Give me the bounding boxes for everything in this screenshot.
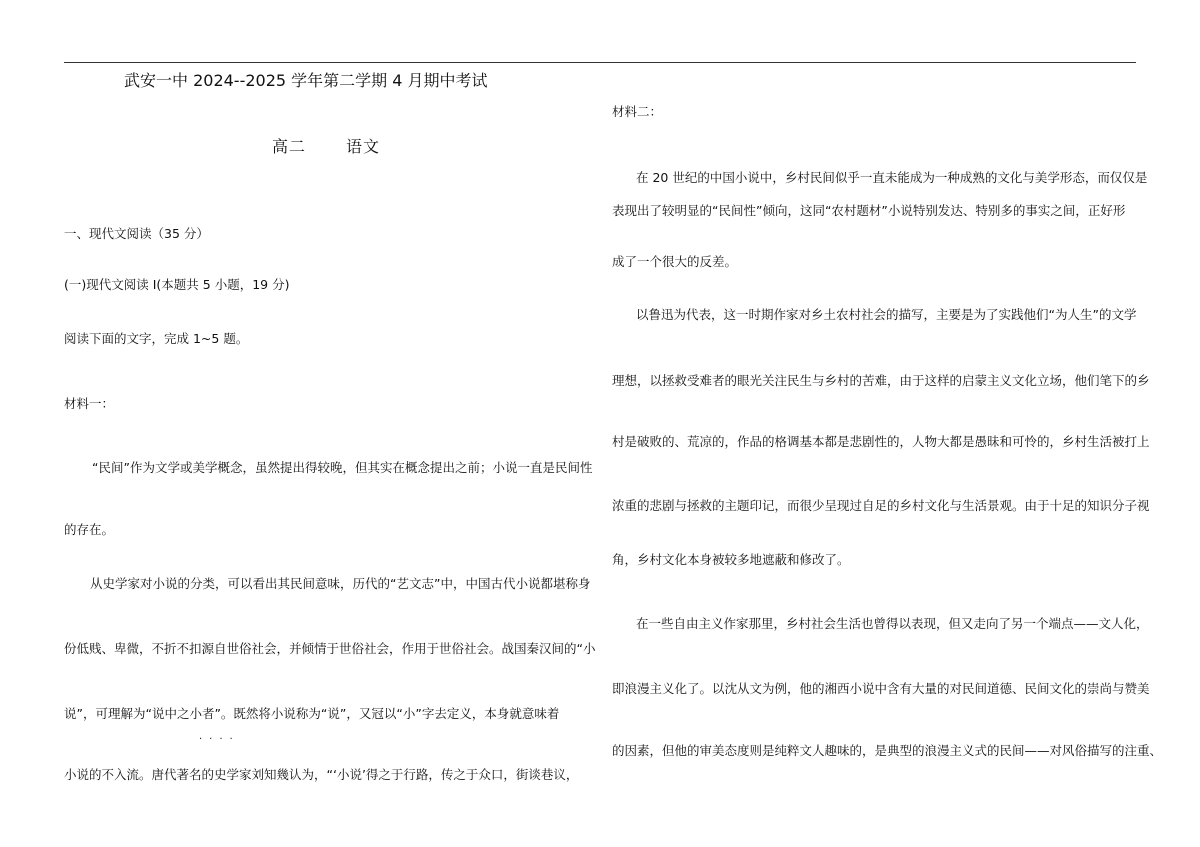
top-rule bbox=[64, 62, 1136, 63]
left-line-2: 的存在。 bbox=[64, 522, 115, 537]
left-line-1: “民间”作为文学或美学概念，虽然提出得较晚，但其实在概念提出之前；小说一直是民间性 bbox=[92, 460, 593, 475]
section-heading: 一、现代文阅读（35 分） bbox=[64, 226, 209, 241]
material-one-label: 材料一： bbox=[64, 396, 115, 411]
material-two-label: 材料二： bbox=[612, 104, 663, 119]
right-line-7: 浓重的悲剧与拯救的主题印记，而很少呈现过自足的乡村文化与生活景观。由于十足的知识分子视 bbox=[612, 498, 1150, 513]
subsection-heading: (一)现代文阅读 I(本题共 5 小题，19 分) bbox=[64, 277, 290, 292]
right-line-3: 成了一个很大的反差。 bbox=[612, 254, 738, 269]
right-line-6: 村是破败的、荒凉的，作品的格调基本都是悲剧性的，人物大都是愚昧和可怜的，乡村生活被打上 bbox=[612, 434, 1150, 449]
right-line-11: 的因素，但他的审美态度则是纯粹文人趣味的，是典型的浪漫主义式的民间——对风俗描写的注重、 bbox=[612, 743, 1163, 758]
emphasis-dots: ···· bbox=[199, 734, 240, 745]
right-line-5: 理想，以拯救受难者的眼光关注民生与乡村的苦难，由于这样的启蒙主义文化立场，他们笔下的乡 bbox=[612, 373, 1150, 388]
right-line-9: 在一些自由主义作家那里，乡村社会生活也曾得以表现，但又走向了另一个端点——文人化， bbox=[636, 616, 1149, 631]
left-line-4: 份低贱、卑微，不折不扣源自世俗社会，并倾情于世俗社会，作用于世俗社会。战国秦汉间的“小 bbox=[64, 641, 596, 656]
subject-label: 语文 bbox=[346, 137, 381, 156]
exam-title: 武安一中 2024--2025 学年第二学期 4 月期中考试 bbox=[124, 71, 488, 90]
right-line-2: 表现出了较明显的“民间性”倾向，这同“农村题材”小说特别发达、特别多的事实之间，正好形 bbox=[612, 203, 1126, 218]
left-line-3: 从史学家对小说的分类，可以看出其民间意味，历代的“艺文志”中，中国古代小说都堪称身 bbox=[90, 576, 591, 591]
right-line-8: 角，乡村文化本身被较多地遮蔽和修改了。 bbox=[612, 552, 850, 567]
right-line-1: 在 20 世纪的中国小说中，乡村民间似乎一直未能成为一种成熟的文化与美学形态，而仅仅是 bbox=[636, 170, 1148, 185]
left-line-5: 说”，可理解为“说中之小者”。既然将小说称为“说”，又冠以“小”字去定义，本身就意味着 bbox=[64, 706, 560, 721]
right-line-4: 以鲁迅为代表，这一时期作家对乡土农村社会的描写，主要是为了实践他们“为人生”的文学 bbox=[636, 307, 1137, 322]
right-line-10: 即浪漫主义化了。以沈从文为例，他的湘西小说中含有大量的对民间道德、民间文化的崇尚与赞美 bbox=[612, 681, 1150, 696]
left-line-6: 小说的不入流。唐代著名的史学家刘知幾认为，“‘小说’得之于行路，传之于众口，街谈巷议， bbox=[64, 767, 579, 782]
instruction-text: 阅读下面的文字，完成 1~5 题。 bbox=[64, 331, 249, 346]
grade-label: 高二 bbox=[272, 137, 307, 156]
